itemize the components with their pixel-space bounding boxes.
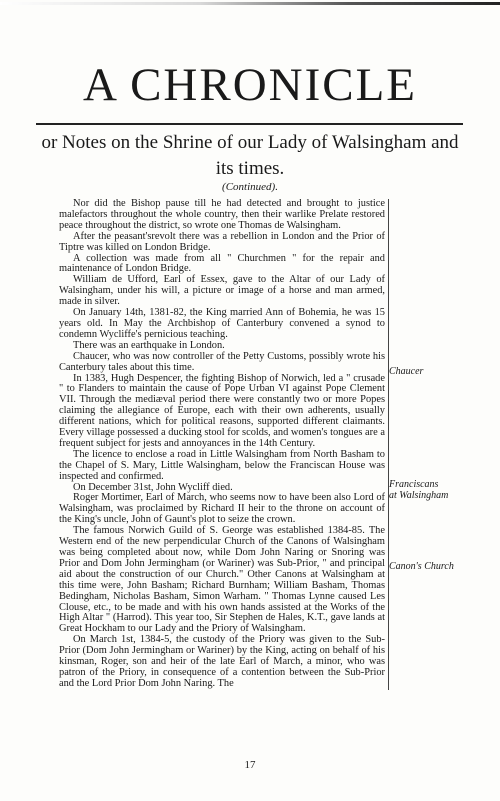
page-subtitle: or Notes on the Shrine of our Lady of Walsingham and its times. — [41, 132, 459, 179]
title-divider — [36, 123, 463, 125]
paragraph: Roger Mortimer, Earl of March, who seems now to have been also Lord of Walsingham, was proclaimed by Richard II heir to the throne on account of the King's uncle, John of Gaunt's plot to seize the crown. — [59, 492, 385, 526]
paragraph: Nor did the Bishop pause till he had detected and brought to justice malefactors throughout the whole country, then their warlike Prelate restored peace throughout the district, so wrote one Thomas de Walsingham. — [59, 198, 385, 231]
paragraph: On March 1st, 1384-5, the custody of the Priory was given to the Sub-Prior (Dom John Jermingham or Wariner) by the King, acting on behalf of his kinsman, Roger, son and heir of the late Earl of March, a minor, who was patron of the Priory, in consequence of a contention between the Sub-Prior and the Lord Prior Dom John Naring. The — [59, 634, 385, 689]
paragraph: The famous Norwich Guild of S. George was established 1384-85. The Western end of the new perpendicular Church of the Canons of Walsingham was being completed about now, while Dom John Naring or Snoring was Prior and Dom John Jermingham (or Wariner) was Sub-Prior, " and principal aid about the construction of our Church." Other Canons at Walsingham at this time were, John Basham; Richard Burnham; William Basham, Thomas Bedingham, Nicholas Basham, Simon Warham. " Thomas Lynne caused Les Clouse, etc., to be made and with his own hands assisted at the Works of the High Altar " (Harrod). This year too, Sir Stephen de Hales, K.T., gave lands at Great Hockham to our Lady and the Priory of Walsingham. — [59, 525, 385, 635]
paragraph: On December 31st, John Wycliff died. — [73, 481, 233, 493]
margin-note-canons-church: Canon's Church — [389, 561, 454, 572]
page-number: 17 — [244, 759, 256, 771]
paragraph: William de Ufford, Earl of Essex, gave to the Altar of our Lady of Walsingham, under his will, a picture or image of a horse and man armed, made in silver. — [59, 274, 385, 308]
paragraph: On January 14th, 1381-82, the King married Ann of Bohemia, he was 15 years old. In May the Archbishop of Canterbury convened a synod to condemn Wycliffe's pernicious teaching. — [59, 307, 385, 340]
margin-note-franciscans-location: at Walsingham — [389, 490, 449, 501]
page-title: A CHRONICLE — [82, 59, 418, 111]
margin-note-franciscans: Franciscans — [389, 479, 439, 490]
margin-note-chaucer: Chaucer — [389, 366, 424, 377]
paragraph: After the peasant'srevolt there was a rebellion in London and the Prior of Tiptre was killed on London Bridge. — [59, 230, 385, 253]
top-edge-rule — [0, 2, 500, 5]
continued-note: (Continued). — [222, 181, 278, 193]
paragraph: Chaucer, who was now controller of the Petty Customs, possibly wrote his Canterbury tales about this time. — [59, 350, 385, 373]
chronicle-body — [59, 199, 389, 690]
paragraph: There was an earthquake in London. — [73, 339, 225, 351]
paragraph: In 1383, Hugh Despencer, the fighting Bishop of Norwich, led a " crusade " to Flanders to maintain the cause of Pope Urban VI against Pope Clement VII. Through the mediæval period there were constantly two or more Popes claiming the allegiance of Europe, each with their own adherents, usually different nations, which for political reasons, supported different claimants. Every village possessed a ducking stool for scolds, and women's tongues are a frequent subject for jests and annoyances in the 14th Century. — [59, 372, 385, 449]
paragraph: A collection was made from all " Churchmen " for the repair and maintenance of London Bridge. — [59, 252, 385, 275]
paragraph: The licence to enclose a road in Little Walsingham from North Basham to the Chapel of S. Mary, Little Walsingham, below the Franciscan House was inspected and confirmed. — [59, 448, 385, 482]
